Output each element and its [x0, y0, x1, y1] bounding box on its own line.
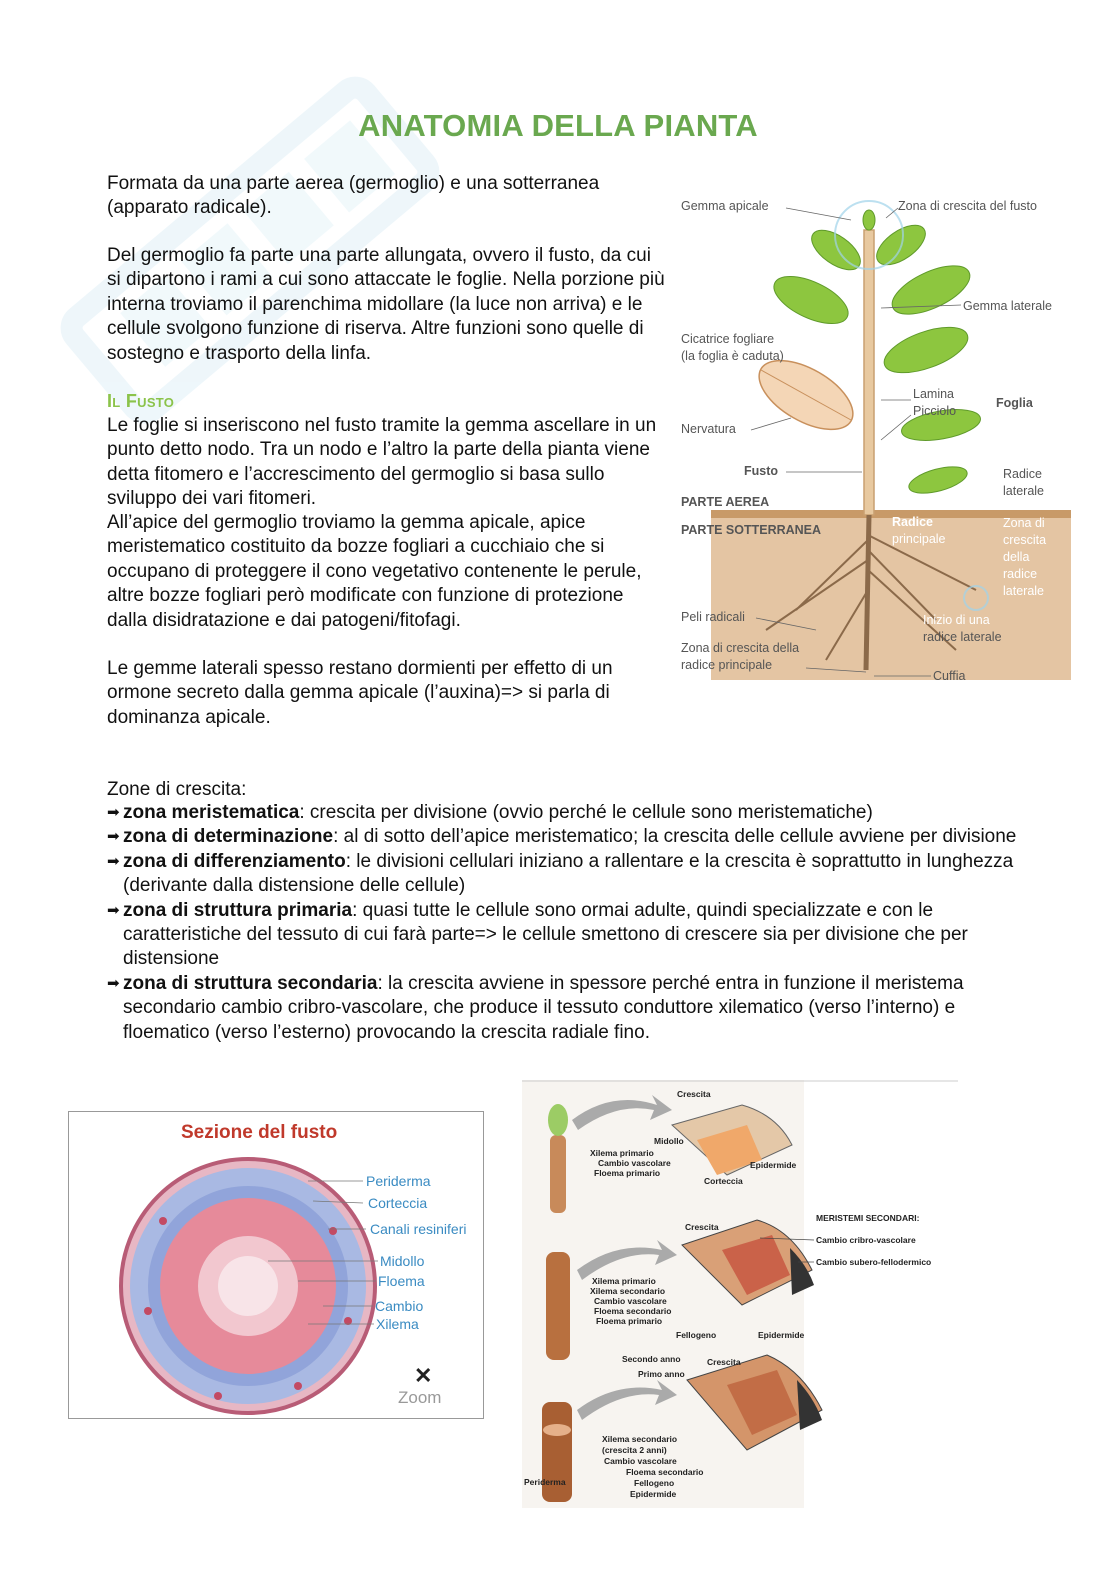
section-label-canali: Canali resiniferi	[370, 1221, 467, 1237]
label-cicatrice-1: Cicatrice fogliare	[681, 332, 775, 346]
zoom-label[interactable]: Zoom	[398, 1388, 442, 1407]
g-top-cambio-vascolare: Cambio vascolare	[598, 1158, 671, 1168]
g-mid-xilema-primario: Xilema primario	[592, 1276, 656, 1286]
label-gemma-apicale: Gemma apicale	[681, 199, 769, 213]
label-zona-radice-princ-2: radice principale	[681, 658, 773, 672]
section-label-periderma: Periderma	[366, 1173, 431, 1189]
g-bot-periderma: Periderma	[524, 1477, 566, 1487]
label-zona-radice-lat-2: crescita	[1003, 533, 1047, 547]
fusto-paragraph-1: Le foglie si inseriscono nel fusto tramite la gemma ascellare in un punto detto nodo. Tra un nodo e l’altro la parte della pianta viene detta fitomero e l’accrescimento del germoglio si basa sullo sviluppo dei vari fitomeri.	[107, 415, 657, 510]
section-label-corteccia: Corteccia	[368, 1195, 428, 1211]
label-foglia: Foglia	[996, 396, 1033, 410]
zone-term: zona di struttura primaria	[123, 899, 353, 921]
plant-anatomy-figure	[676, 190, 1086, 690]
g-mid-epidermide: Epidermide	[758, 1330, 805, 1340]
zone-text: : la crescita avviene in spessore perché entra in funzione il meristema secondario cambio cribro-vascolare, che produce il tessuto conduttore xilematico (verso l’interno) e floematico (verso l’esterno) provocando la crescita radiale fino.	[123, 972, 964, 1043]
intro-paragraph: Formata da una parte aerea (germoglio) e una sotterranea (apparato radicale).	[107, 173, 600, 219]
close-icon[interactable]: ✕	[414, 1363, 433, 1388]
label-zona-radice-princ-1: Zona di crescita della	[681, 641, 800, 655]
label-cicatrice-2: (la foglia è caduta)	[681, 349, 784, 363]
label-radice-principale-1: Radice	[892, 515, 933, 529]
g-mid-floema-secondario: Floema secondario	[594, 1306, 672, 1316]
label-nervatura: Nervatura	[681, 422, 736, 436]
zone-text: : quasi tutte le cellule sono ormai adulte, quindi specializzate e con le caratteristiche del tessuto di cui farà parte=> le cellule smettono di crescere sia per divisione che per distensione	[123, 899, 968, 970]
g-top-crescita: Crescita	[677, 1089, 711, 1099]
arrow-right-icon: ➡	[107, 828, 120, 846]
label-zona-radice-lat-5: laterale	[1003, 584, 1044, 598]
fusto-paragraph-3: Le gemme laterali spesso restano dormienti per effetto di un ormone secreto dalla gemma apicale (l’auxina)=> si parla di dominanza apicale.	[107, 658, 613, 728]
zone-list	[107, 801, 1017, 1045]
g-mid-cambio-subero: Cambio subero-fellodermico	[816, 1257, 932, 1267]
g-top-xilema-primario: Xilema primario	[590, 1148, 654, 1158]
g-bot-xilema-secondario: Xilema secondario	[602, 1434, 678, 1444]
zone-item	[107, 801, 1017, 825]
g-top-midollo: Midollo	[654, 1136, 684, 1146]
stem-section-figure	[68, 1111, 484, 1419]
g-bot-crescita-2anni: (crescita 2 anni)	[602, 1445, 667, 1455]
label-peli-radicali: Peli radicali	[681, 610, 745, 624]
label-inizio-radice-1: Inizio di una	[923, 613, 990, 627]
label-radice-laterale-2: laterale	[1003, 484, 1044, 498]
g-top-epidermide: Epidermide	[750, 1160, 797, 1170]
g-mid-floema-primario: Floema primario	[596, 1316, 663, 1326]
g-mid-cambio-vascolare: Cambio vascolare	[594, 1296, 667, 1306]
label-zona-crescita-fusto: Zona di crescita del fusto	[898, 199, 1037, 213]
zone-text: : al di sotto dell’apice meristematico; la crescita delle cellule avviene per divisione	[333, 826, 1017, 848]
growth-figure	[522, 1080, 958, 1508]
label-parte-sotterranea: PARTE SOTTERRANEA	[681, 523, 822, 537]
g-top-corteccia: Corteccia	[704, 1176, 743, 1186]
zone-term: zona di struttura secondaria	[123, 972, 378, 994]
g-mid-crescita: Crescita	[685, 1222, 719, 1232]
page-title: ANATOMIA DELLA PIANTA	[358, 108, 758, 143]
arrow-right-icon: ➡	[107, 974, 120, 992]
g-bot-primo-anno: Primo anno	[638, 1369, 685, 1379]
label-gemma-laterale: Gemma laterale	[963, 299, 1052, 313]
g-top-floema-primario: Floema primario	[594, 1168, 661, 1178]
g-bot-crescita: Crescita	[707, 1357, 741, 1367]
label-zona-radice-lat-3: della	[1003, 550, 1030, 564]
arrow-right-icon: ➡	[107, 852, 120, 870]
section-label-xilema: Xilema	[376, 1316, 419, 1332]
arrow-right-icon: ➡	[107, 804, 120, 821]
label-fusto: Fusto	[744, 464, 779, 478]
section-label-cambio: Cambio	[375, 1298, 424, 1314]
zones-intro: Zone di crescita:	[107, 779, 247, 800]
g-bot-secondo-anno: Secondo anno	[622, 1354, 681, 1364]
zone-item	[107, 850, 1017, 899]
g-bot-epidermide: Epidermide	[630, 1489, 677, 1499]
label-inizio-radice-2: radice laterale	[923, 630, 1002, 644]
fusto-paragraph-2: All’apice del germoglio troviamo la gemma apicale, apice meristematico costituito da bozze fogliari a cucchiaio che si occupano di proteggere il cono vegetativo contenente le perule, altre bozze fogliari però modificate con funzione di protezione dalla disidratazione e dai patogeni/fitofagi.	[107, 512, 642, 631]
zone-term: zona di determinazione	[123, 826, 334, 848]
g-mid-fellogeno: Fellogeno	[676, 1330, 717, 1340]
section-figure-title: Sezione del fusto	[181, 1122, 338, 1143]
section-label-midollo: Midollo	[380, 1253, 425, 1269]
label-radice-laterale-1: Radice	[1003, 467, 1042, 481]
label-cuffia: Cuffia	[933, 669, 966, 683]
arrow-right-icon: ➡	[107, 901, 120, 919]
zone-item	[107, 899, 1017, 972]
label-lamina: Lamina	[913, 387, 954, 401]
section-label-floema: Floema	[378, 1273, 425, 1289]
label-zona-radice-lat-4: radice	[1003, 567, 1038, 581]
g-mid-cambio-cribro: Cambio cribro-vascolare	[816, 1235, 916, 1245]
g-mid-meristemi: MERISTEMI SECONDARI:	[816, 1213, 920, 1223]
label-parte-aerea: PARTE AEREA	[681, 495, 770, 509]
g-mid-xilema-secondario: Xilema secondario	[590, 1286, 666, 1296]
label-picciolo: Picciolo	[913, 404, 957, 418]
zone-term: zona di differenziamento	[123, 850, 346, 872]
zone-item	[107, 972, 1017, 1045]
zone-text: : crescita per divisione (ovvio perché le cellule sono meristematiche)	[299, 802, 873, 823]
zone-text: : le divisioni cellulari iniziano a rallentare e la crescita è soprattutto in lunghezza (derivante dalla distensione delle cellule)	[123, 850, 1014, 897]
label-zona-radice-lat-1: Zona di	[1003, 516, 1045, 530]
germoglio-paragraph: Del germoglio fa parte una parte allungata, ovvero il fusto, da cui si dipartono i rami a cui sono attaccate le foglie. Nella porzione più interna troviamo il parenchima midollare (la luce non arriva) e le cellule svolgono funzione di riserva. Altre funzioni sono quelle di sostegno e trasporto della linfa.	[107, 245, 665, 364]
section-heading-fusto: Il Fusto	[107, 391, 175, 411]
g-bot-floema-secondario: Floema secondario	[626, 1467, 704, 1477]
g-bot-cambio-vascolare: Cambio vascolare	[604, 1456, 677, 1466]
zone-term: zona meristematica	[123, 802, 300, 823]
label-radice-principale-2: principale	[892, 532, 946, 546]
zone-item	[107, 825, 1017, 849]
g-bot-fellogeno: Fellogeno	[634, 1478, 675, 1488]
